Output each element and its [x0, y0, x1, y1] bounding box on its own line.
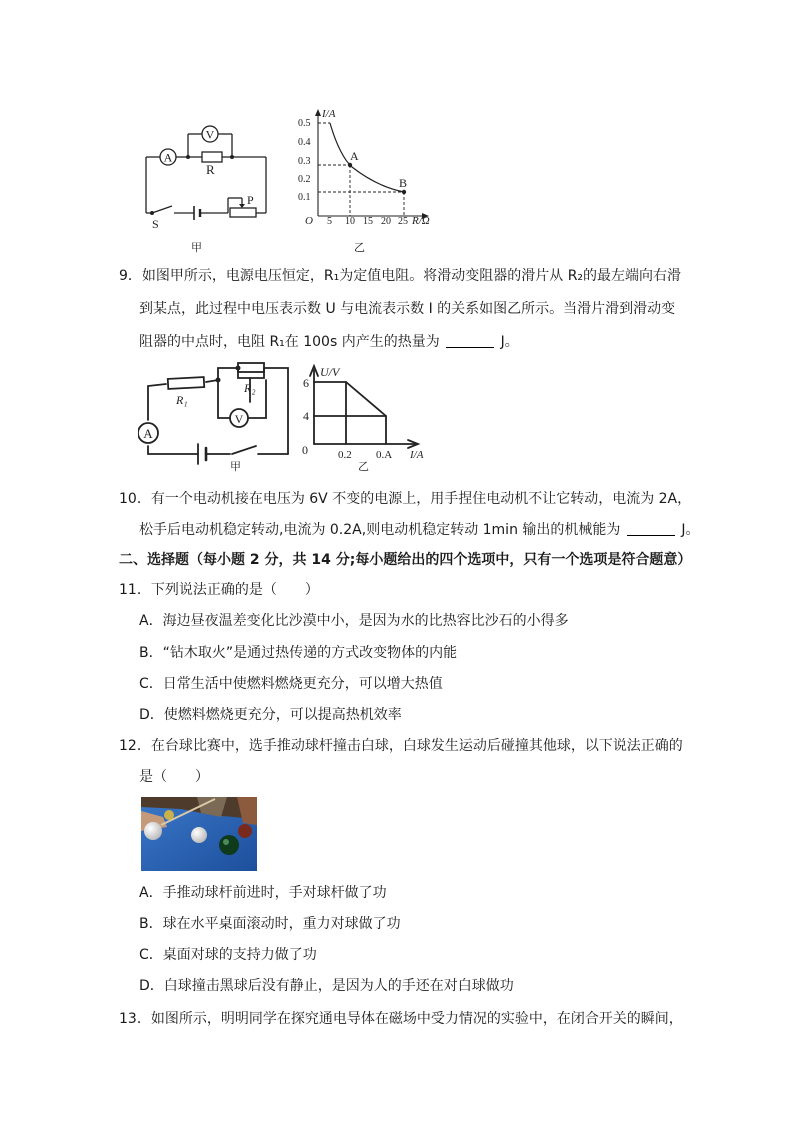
- q11-option-a[interactable]: A．海边昼夜温差变化比沙漠中小，是因为水的比热容比沙石的小得多: [139, 613, 569, 629]
- y-axis-label: U/V: [320, 365, 340, 379]
- x-tick: 10: [345, 216, 355, 227]
- q9-line-3: [139, 332, 519, 352]
- q10-line-1: 10．有一个电动机接在电压为 6V 不变的电源上，用手捏住电动机不让它转动，电流为 2A，: [119, 491, 692, 507]
- y-tick: 0.1: [298, 192, 311, 203]
- q10-line-2: [139, 520, 699, 540]
- r1-label: R₁: [176, 393, 188, 407]
- q10-line-2-text: 松手后电动机稳定转动,电流为 0.2A,则电动机稳定转动 1min 输出的机械能为: [139, 522, 621, 538]
- figure-9-graph-caption: 乙: [358, 461, 369, 472]
- q12-option-b[interactable]: B．球在水平桌面滚动时，重力对球做了功: [139, 916, 401, 932]
- r2-label: R₂: [244, 381, 256, 395]
- y-tick: 6: [303, 376, 309, 390]
- y-tick: 0.5: [298, 118, 311, 129]
- x-tick: 0.A: [376, 449, 393, 461]
- y-tick: 0.2: [298, 174, 311, 185]
- x-tick: 15: [363, 216, 373, 227]
- q10-line-2-unit: J。: [681, 522, 700, 538]
- x-tick: 20: [381, 216, 391, 227]
- ammeter-label: A: [143, 426, 153, 441]
- y-tick: 0.4: [298, 137, 311, 148]
- x-tick: 5: [327, 216, 332, 227]
- q9-answer-blank[interactable]: [446, 333, 494, 348]
- q11-option-d[interactable]: D．使燃料燃烧更充分，可以提高热机效率: [139, 707, 402, 723]
- q12-option-d[interactable]: D．白球撞击黑球后没有静止，是因为人的手还在对白球做功: [139, 978, 514, 994]
- figure-8-graph: [290, 106, 440, 232]
- figure-9-graph: [300, 362, 440, 472]
- ammeter-label: A: [163, 150, 173, 165]
- q11-option-c[interactable]: C．日常生活中使燃料燃烧更充分，可以增大热值: [139, 676, 443, 692]
- origin-label: 0: [302, 443, 308, 457]
- figure-9-circuit: [138, 362, 298, 472]
- q12-stem-line-1: 12．在台球比赛中，选手推动球杆撞击白球，白球发生运动后碰撞其他球，以下说法正确的: [119, 738, 683, 754]
- q9-line-3-text: 阻器的中点时，电阻 R₁在 100s 内产生的热量为: [139, 334, 440, 350]
- switch-label: S: [152, 217, 159, 231]
- q10-answer-blank[interactable]: [627, 521, 675, 536]
- y-tick: 4: [303, 409, 309, 423]
- figure-8-circuit-caption: 甲: [191, 241, 202, 254]
- voltmeter-label: V: [205, 127, 215, 142]
- x-tick: 0.2: [338, 449, 352, 461]
- x-axis-label: R/Ω: [412, 215, 430, 227]
- x-axis-label: I/A: [410, 449, 424, 461]
- point-b-label: B: [399, 176, 408, 190]
- y-tick: 0.3: [298, 156, 311, 167]
- figure-8-graph-caption: 乙: [354, 241, 365, 254]
- resistor-label: R: [206, 162, 215, 177]
- q12-option-c[interactable]: C．桌面对球的支持力做了功: [139, 947, 317, 963]
- q11-option-b[interactable]: B．“钻木取火”是通过热传递的方式改变物体的内能: [139, 645, 458, 661]
- q9-line-3-unit: J。: [500, 334, 519, 350]
- section-2-heading: 二、选择题（每小题 2 分，共 14 分;每小题给出的四个选项中，只有一个选项是符合题意）: [119, 552, 692, 568]
- q12-stem-line-2: 是（ ）: [139, 769, 209, 785]
- billiards-photo: [141, 797, 257, 871]
- q11-stem: 11．下列说法正确的是（ ）: [119, 582, 319, 598]
- y-axis-label: I/A: [322, 108, 336, 120]
- q12-option-a[interactable]: A．手推动球杆前进时，手对球杆做了功: [139, 885, 387, 901]
- point-a-label: A: [350, 149, 359, 163]
- q9-line-1: 9．如图甲所示，电源电压恒定，R₁为定值电阻。将滑动变阻器的滑片从 R₂的最左端向右滑: [119, 268, 682, 284]
- figure-9-circuit-caption: 甲: [230, 461, 241, 472]
- figure-8-circuit: [138, 120, 278, 232]
- origin-label: O: [305, 215, 313, 227]
- x-tick: 25: [398, 216, 408, 227]
- voltmeter-label: V: [234, 412, 244, 426]
- q9-line-2: 到某点，此过程中电压表示数 U 与电流表示数 I 的关系如图乙所示。当滑片滑到滑动变: [139, 301, 676, 317]
- slider-label: P: [247, 193, 254, 207]
- q13-line-1: 13．如图所示，明明同学在探究通电导体在磁场中受力情况的实验中，在闭合开关的瞬间，: [119, 1011, 683, 1027]
